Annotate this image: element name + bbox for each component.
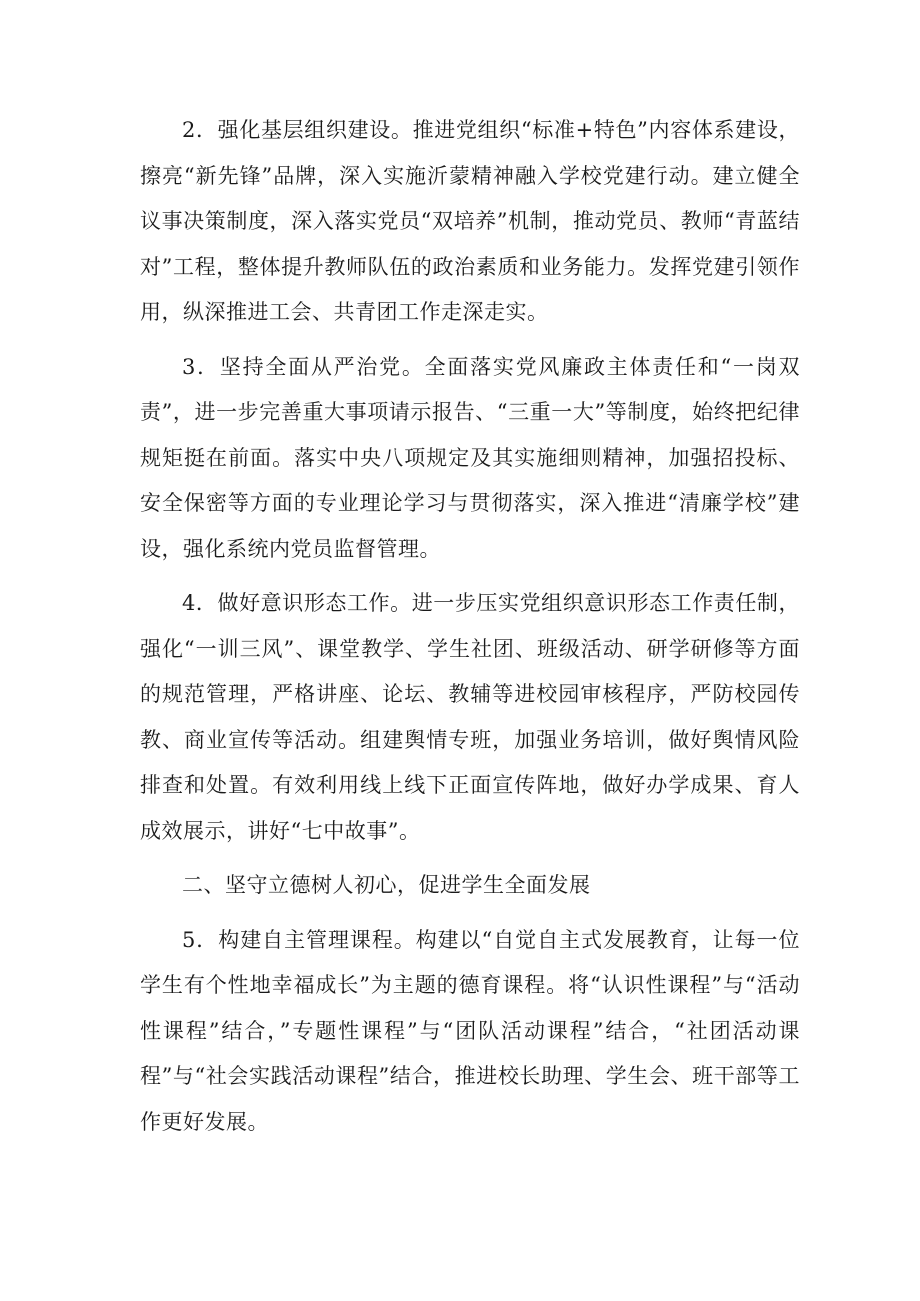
section-heading: 二、坚守立德树人初心，促进学生全面发展 bbox=[182, 873, 591, 897]
document-page bbox=[140, 108, 800, 1154]
paragraph-strengthen-grassroots-organization: 2．强化基层组织建设。推进党组织“标准+特色”内容体系建设，擦亮“新先锋”品牌，深入实施沂蒙精神融入学校党建行动。建立健全议事决策制度，深入落实党员“双培养”机制，推动党员、教师“青蓝结对”工程，整体提升教师队伍的政治素质和业务能力。发挥党建引领作用，纵深推进工会、共青团工作走深走实。 bbox=[140, 118, 800, 324]
paragraph-self-management-curriculum: 5．构建自主管理课程。构建以“自觉自主式发展教育，让每一位学生有个性地幸福成长”为主题的德育课程。将“认识性课程”与“活动性课程”结合，”专题性课程”与“团队活动课程”结合，“社团活动课程”与“社会实践活动课程”结合，推进校长助理、学生会、班干部等工作更好发展。 bbox=[140, 927, 800, 1134]
paragraph-strict-party-governance: 3．坚持全面从严治党。全面落实党风廉政主体责任和“一岗双责”，进一步完善重大事项请示报告、“三重一大”等制度，始终把纪律规矩挺在前面。落实中央八项规定及其实施细则精神，加强招投标、安全保密等方面的专业理论学习与贯彻落实，深入推进“清廉学校”建设，强化系统内党员监督管理。 bbox=[140, 354, 800, 561]
paragraph-ideology-work: 4．做好意识形态工作。进一步压实党组织意识形态工作责任制，强化“一训三风”、课堂教学、学生社团、班级活动、研学研修等方面的规范管理，严格讲座、论坛、教辅等进校园审核程序，严防校园传教、商业宣传等活动。组建舆情专班，加强业务培训，做好舆情风险排查和处置。有效利用线上线下正面宣传阵地，做好办学成果、育人成效展示，讲好“七中故事”。 bbox=[140, 591, 800, 843]
